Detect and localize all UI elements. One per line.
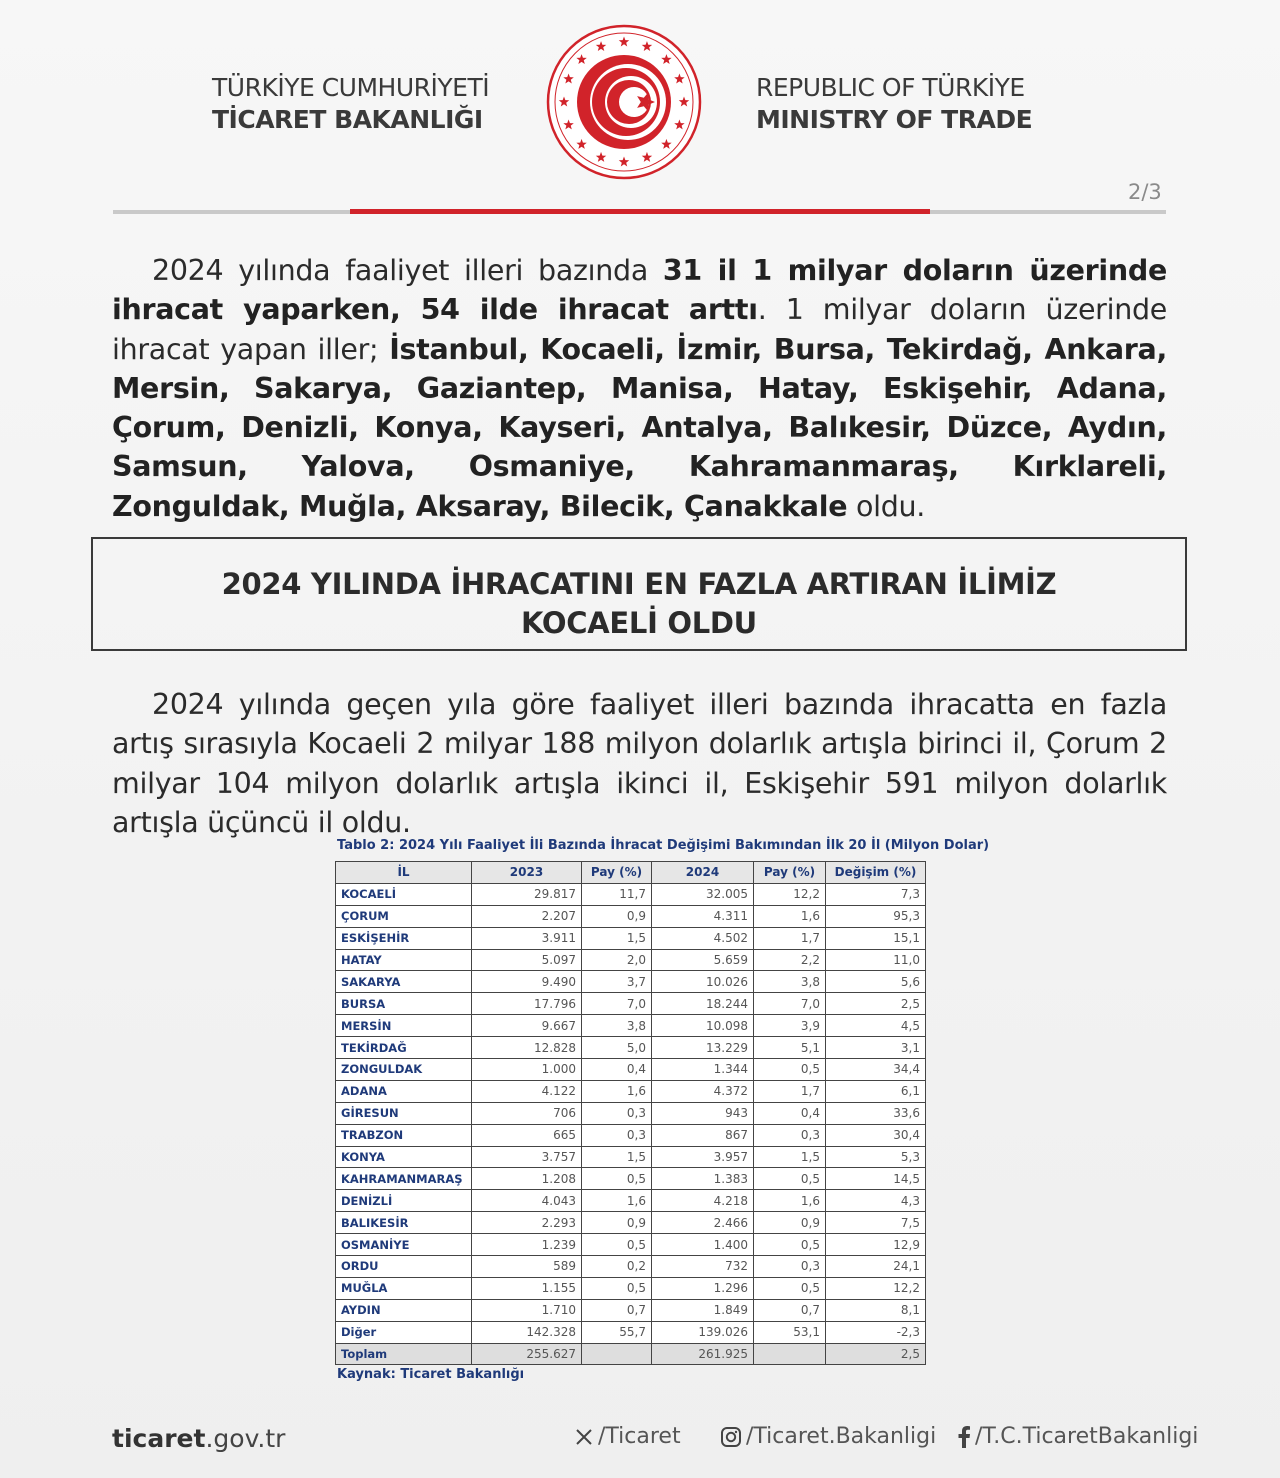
table-cell: 4,5 [826,1015,926,1037]
province-export-table [335,861,926,1365]
facebook-link[interactable] [957,1424,1198,1449]
table-cell: 2,0 [582,949,652,971]
table-row [336,1277,926,1299]
table-cell: 17.796 [472,993,582,1015]
table-cell: 0,3 [582,1124,652,1146]
total-cell: 261.925 [652,1343,754,1365]
table-cell: 4,3 [826,1190,926,1212]
table-cell: 0,3 [754,1124,826,1146]
total-label: Toplam [336,1343,472,1365]
total-cell [582,1343,652,1365]
table-cell: 9.667 [472,1015,582,1037]
province-name: TEKİRDAĞ [336,1037,472,1059]
table-cell: 2.207 [472,905,582,927]
table-total-row [336,1343,926,1365]
table-cell: 4.043 [472,1190,582,1212]
province-name: KONYA [336,1146,472,1168]
table-cell: 1.400 [652,1234,754,1256]
total-cell: 2,5 [826,1343,926,1365]
table-cell: 5.097 [472,949,582,971]
table-cell: 1.000 [472,1059,582,1081]
table-cell: 589 [472,1256,582,1278]
p2-text: 2024 yılında geçen yıla göre faaliyet illeri bazında ihracatta en fazla artış sırasıyla Kocaeli 2 milyar 188 milyon dolarlık artışla birinci il, Çorum 2 milyar 104 milyon dolarlık artışla ikinci il, Eskişehir 591 milyon dolarlık artışla üçüncü il oldu. [112,688,1167,839]
page-number: 2/3 [1128,180,1162,204]
table-cell: 0,5 [754,1234,826,1256]
table-row [336,1037,926,1059]
table-cell: 55,7 [582,1321,652,1343]
total-cell: 255.627 [472,1343,582,1365]
table-cell: 3,8 [582,1015,652,1037]
table-cell: 12,2 [826,1277,926,1299]
table-cell: 1.239 [472,1234,582,1256]
table-cell: 0,4 [582,1059,652,1081]
province-name: ADANA [336,1080,472,1102]
table-cell: 943 [652,1102,754,1124]
table-cell: 1.383 [652,1168,754,1190]
province-name: HATAY [336,949,472,971]
table-cell: 4.502 [652,927,754,949]
table-row [336,1015,926,1037]
table-cell: 10.026 [652,971,754,993]
table-cell: 6,1 [826,1080,926,1102]
table-cell: 3,7 [582,971,652,993]
table-cell: 0,3 [582,1102,652,1124]
table-row [336,1146,926,1168]
table-header-cell: 2024 [652,862,754,884]
table-cell: 32.005 [652,883,754,905]
table-cell: 2,2 [754,949,826,971]
table-header-cell: Pay (%) [754,862,826,884]
table-cell: 11,0 [826,949,926,971]
table-cell: 5,6 [826,971,926,993]
table-row [336,1190,926,1212]
table-cell: 7,0 [754,993,826,1015]
table-cell: 12,2 [754,883,826,905]
table-row [336,1124,926,1146]
table-cell: 0,5 [582,1168,652,1190]
table-cell: 0,7 [754,1299,826,1321]
p1-bold-1: 31 il 1 milyar doların üzerinde ihracat yaparken, 54 ilde ihracat arttı [112,254,1167,327]
header-divider-accent [350,209,930,214]
table-cell: 2,5 [826,993,926,1015]
table-cell: 0,9 [754,1212,826,1234]
table-cell: 0,7 [582,1299,652,1321]
table-row [336,971,926,993]
p1-text-3: oldu. [847,489,926,523]
table-source: Kaynak: Ticaret Bakanlığı [337,1367,525,1382]
table-cell: 3,9 [754,1015,826,1037]
table-cell: 3.957 [652,1146,754,1168]
table-cell: 1,6 [582,1080,652,1102]
table-row [336,1080,926,1102]
table-cell: 30,4 [826,1124,926,1146]
province-name: ZONGULDAK [336,1059,472,1081]
province-name: KAHRAMANMARAŞ [336,1168,472,1190]
table-cell: 5,3 [826,1146,926,1168]
table-cell: 3.757 [472,1146,582,1168]
table-cell: 1,7 [754,1080,826,1102]
table-cell: 7,0 [582,993,652,1015]
table-cell: 13.229 [652,1037,754,1059]
province-name: OSMANİYE [336,1234,472,1256]
province-name: BALIKESİR [336,1212,472,1234]
table-cell: 12.828 [472,1037,582,1059]
table-cell: 14,5 [826,1168,926,1190]
table-cell: 8,1 [826,1299,926,1321]
website-link[interactable] [112,1424,285,1453]
table-cell: 53,1 [754,1321,826,1343]
paragraph-export-summary [112,251,1167,526]
table-row [336,905,926,927]
instagram-handle: /Ticaret.Bakanligi [746,1424,937,1449]
table-cell: 9.490 [472,971,582,993]
table-cell: 1,7 [754,927,826,949]
province-name: Diğer [336,1321,472,1343]
table-row [336,927,926,949]
province-name: ORDU [336,1256,472,1278]
table-row [336,1168,926,1190]
table-cell: 4.218 [652,1190,754,1212]
table-cell: 0,5 [754,1277,826,1299]
table-row [336,1102,926,1124]
province-name: ESKİŞEHİR [336,927,472,949]
table-cell: 1,6 [754,1190,826,1212]
total-cell [754,1343,826,1365]
table-cell: 1,6 [754,905,826,927]
header-right [756,72,1032,136]
x-icon [574,1427,594,1447]
table-cell: 1,5 [582,927,652,949]
header-left [212,72,489,136]
table-cell: 3,1 [826,1037,926,1059]
table-row [336,993,926,1015]
table-cell: 0,2 [582,1256,652,1278]
table-row [336,1212,926,1234]
table-cell: 0,5 [582,1277,652,1299]
table-cell: 1,6 [582,1190,652,1212]
table-header-cell: 2023 [472,862,582,884]
table-cell: 3,8 [754,971,826,993]
table-cell: 0,5 [754,1059,826,1081]
table-cell: 1.296 [652,1277,754,1299]
table-cell: 5,1 [754,1037,826,1059]
table-cell: 10.098 [652,1015,754,1037]
table-cell: 1.710 [472,1299,582,1321]
table-cell: 1.344 [652,1059,754,1081]
table-title: Tablo 2: 2024 Yılı Faaliyet İli Bazında İhracat Değişimi Bakımından İlk 20 İl (Milyon Dolar) [337,838,990,853]
p1-bold-provinces: İstanbul, Kocaeli, İzmir, Bursa, Tekirdağ, Ankara, Mersin, Sakarya, Gaziantep, Manisa, Hatay, Eskişehir, Adana, Çorum, Denizli, Konya, Kayseri, Antalya, Balıkesir, Düzce, Aydın, Samsun, Yalova, Osmaniye, Kahramanmaraş, Kırklareli, Zonguldak, Muğla, Aksaray, Bilecik, Çanakkale [112,332,1167,523]
table-cell: 2.466 [652,1212,754,1234]
table-cell: 1.849 [652,1299,754,1321]
header-left-line2: TİCARET BAKANLIĞI [212,105,483,134]
table-cell: 1,5 [582,1146,652,1168]
table-cell: 29.817 [472,883,582,905]
table-cell: 95,3 [826,905,926,927]
table-cell: 24,1 [826,1256,926,1278]
x-link[interactable] [574,1424,681,1449]
table-cell: 5.659 [652,949,754,971]
province-name: MERSİN [336,1015,472,1037]
table-header-cell: Pay (%) [582,862,652,884]
headline-line2: KOCAELİ OLDU [521,606,757,640]
table-cell: 15,1 [826,927,926,949]
instagram-link[interactable] [720,1424,936,1449]
table-cell: 7,3 [826,883,926,905]
table-cell: 732 [652,1256,754,1278]
ministry-emblem-icon [544,22,704,182]
instagram-icon [720,1426,742,1448]
p1-text-1: 2024 yılında faaliyet illeri bazında [152,254,663,287]
province-name: AYDIN [336,1299,472,1321]
province-name: DENİZLİ [336,1190,472,1212]
header-left-line1: TÜRKİYE CUMHURİYETİ [212,73,490,102]
headline-box [91,537,1187,651]
table-row [336,883,926,905]
table-cell: 142.328 [472,1321,582,1343]
table-cell: 5,0 [582,1037,652,1059]
province-name: TRABZON [336,1124,472,1146]
province-name: ÇORUM [336,905,472,927]
table-header-cell: İL [336,862,472,884]
table-cell: 0,4 [754,1102,826,1124]
table-cell: 706 [472,1102,582,1124]
table-cell: 18.244 [652,993,754,1015]
facebook-handle: /T.C.TicaretBakanligi [975,1424,1199,1449]
site-bold: ticaret [112,1424,206,1453]
header-right-line2: MINISTRY OF TRADE [756,105,1033,134]
table-row [336,1234,926,1256]
header-right-line1: REPUBLIC OF TÜRKİYE [756,73,1025,102]
table-header-row [336,862,926,884]
table-cell: 139.026 [652,1321,754,1343]
table-row [336,949,926,971]
table-cell: 11,7 [582,883,652,905]
province-name: GİRESUN [336,1102,472,1124]
p1-text-2: . 1 milyar doların üzerinde ihracat yapan iller; [112,293,1168,366]
table-cell: 0,5 [582,1234,652,1256]
facebook-icon [957,1426,971,1448]
table-row [336,1321,926,1343]
table-cell: 2.293 [472,1212,582,1234]
table-cell: 4.372 [652,1080,754,1102]
table-cell: 34,4 [826,1059,926,1081]
table-cell: 33,6 [826,1102,926,1124]
table-cell: 7,5 [826,1212,926,1234]
paragraph-increase [112,685,1167,842]
table-row [336,1299,926,1321]
table-cell: 0,9 [582,905,652,927]
table-cell: 665 [472,1124,582,1146]
table-cell: 0,3 [754,1256,826,1278]
table-cell: 867 [652,1124,754,1146]
table-cell: 4.122 [472,1080,582,1102]
province-name: MUĞLA [336,1277,472,1299]
headline-line1: 2024 YILINDA İHRACATINI EN FAZLA ARTIRAN İLİMİZ [221,567,1057,601]
site-rest: .gov.tr [205,1424,286,1453]
table-row [336,1059,926,1081]
table-cell: 1,5 [754,1146,826,1168]
province-name: BURSA [336,993,472,1015]
table-cell: 3.911 [472,927,582,949]
province-name: SAKARYA [336,971,472,993]
table-cell: 0,9 [582,1212,652,1234]
x-handle: /Ticaret [598,1424,681,1449]
table-cell: 1.208 [472,1168,582,1190]
province-name: KOCAELİ [336,883,472,905]
table-cell: 0,5 [754,1168,826,1190]
table-header-cell: Değişim (%) [826,862,926,884]
table-cell: 12,9 [826,1234,926,1256]
table-cell: 4.311 [652,905,754,927]
table-row [336,1256,926,1278]
table-cell: 1.155 [472,1277,582,1299]
table-cell: -2,3 [826,1321,926,1343]
